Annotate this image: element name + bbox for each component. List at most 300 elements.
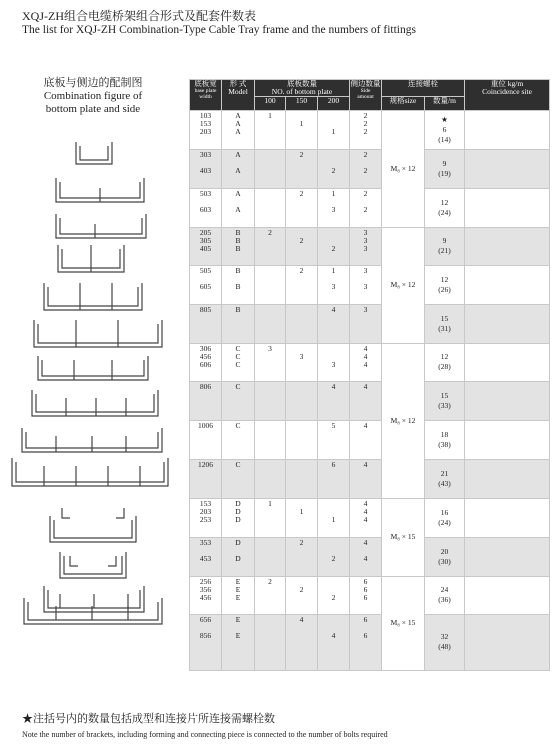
cell-model-value: E bbox=[235, 592, 241, 602]
cell-b200 bbox=[318, 110, 350, 149]
cell-b100 bbox=[255, 381, 286, 420]
cell-b150 bbox=[286, 149, 318, 188]
cell-b100-lines bbox=[255, 344, 285, 370]
cell-model-value: B bbox=[235, 235, 241, 245]
cell-side-value: 2 bbox=[363, 126, 368, 136]
cell-b150-value bbox=[286, 361, 317, 369]
cell-b100 bbox=[255, 265, 286, 304]
cell-bolt-size: M₈ × 15 bbox=[382, 498, 425, 576]
header-bolt: 连接螺栓 bbox=[382, 80, 465, 97]
cell-b100-value bbox=[255, 461, 285, 469]
cell-bolt-qty-value: (30) bbox=[438, 556, 451, 566]
cell-bolt-qty-value: 16 bbox=[440, 507, 449, 517]
cell-side-value: 3 bbox=[363, 243, 368, 253]
table-body bbox=[190, 110, 550, 670]
cell-b100-value: 1 bbox=[268, 110, 272, 120]
cell-model bbox=[222, 188, 255, 227]
cell-model-value: A bbox=[235, 149, 241, 159]
cell-width-value: 456 bbox=[199, 351, 212, 361]
cell-b100-lines bbox=[255, 421, 285, 431]
cell-width-value: 253 bbox=[199, 514, 212, 524]
cell-b150-value: 2 bbox=[299, 188, 304, 198]
cell-side-value: 4 bbox=[363, 537, 368, 547]
cell-b150 bbox=[286, 420, 318, 459]
cell-b200-lines bbox=[318, 266, 349, 292]
figure-e1 bbox=[44, 586, 144, 612]
cell-b150-value: 2 bbox=[299, 584, 304, 594]
figure-e2 bbox=[24, 598, 162, 624]
cell-b100-value bbox=[255, 206, 285, 214]
header-bolt-size: 规格size bbox=[382, 96, 425, 110]
cell-width-lines bbox=[190, 460, 221, 470]
cell-model-value: C bbox=[235, 351, 241, 361]
cell-width bbox=[190, 537, 222, 576]
header-bolt-qty: 数量/m bbox=[425, 96, 465, 110]
title-cn: XQJ-ZH组合电缆桥架组合形式及配套件数表 bbox=[22, 9, 256, 23]
cell-width-value: 856 bbox=[199, 630, 212, 640]
cell-model-value: A bbox=[235, 110, 241, 120]
cell-width bbox=[190, 227, 222, 265]
figure-caption-en-2: bottom plate and side bbox=[45, 103, 141, 115]
cell-weight bbox=[465, 420, 550, 459]
cell-b100-lines bbox=[255, 577, 285, 603]
cell-model-value: B bbox=[235, 243, 241, 253]
cell-width-lines bbox=[190, 344, 221, 370]
cell-side-value: 2 bbox=[363, 118, 368, 128]
cell-side bbox=[350, 420, 382, 459]
cell-b100-lines bbox=[255, 228, 285, 254]
cell-b150-value bbox=[286, 306, 317, 314]
cell-bolt-qty bbox=[425, 188, 465, 227]
cell-weight bbox=[465, 149, 550, 188]
cell-b100 bbox=[255, 343, 286, 381]
cell-bolt-qty bbox=[425, 381, 465, 420]
cell-b150-value: 3 bbox=[299, 351, 304, 361]
cell-bolt-qty-value: (48) bbox=[438, 642, 451, 652]
cell-weight bbox=[465, 537, 550, 576]
cell-b200-value: 2 bbox=[331, 592, 336, 602]
cell-model-value: B bbox=[235, 304, 241, 314]
cell-bolt-qty bbox=[425, 265, 465, 304]
cell-bolt-qty-value: (31) bbox=[438, 323, 451, 333]
cell-b200-lines bbox=[318, 577, 349, 603]
cell-b200-value: 5 bbox=[331, 420, 336, 430]
cell-weight bbox=[465, 188, 550, 227]
cell-width-value: 303 bbox=[199, 149, 212, 159]
cell-b200 bbox=[318, 576, 350, 614]
cell-side-lines bbox=[350, 266, 381, 292]
cell-width bbox=[190, 614, 222, 670]
table-row bbox=[190, 576, 550, 614]
cell-model-lines bbox=[222, 266, 254, 292]
cell-b150 bbox=[286, 576, 318, 614]
cell-model-value: D bbox=[235, 498, 241, 508]
cell-model-value: A bbox=[235, 165, 241, 175]
cell-b150-lines bbox=[286, 305, 317, 315]
cell-bolt-qty-value: 9 bbox=[442, 158, 447, 168]
cell-b150-lines bbox=[286, 538, 317, 564]
cell-bolt-qty-value: ★ bbox=[441, 114, 448, 124]
header-model-en: Model bbox=[228, 86, 248, 96]
cell-b200-value: 4 bbox=[331, 381, 336, 391]
cell-model-lines bbox=[222, 421, 254, 431]
cell-b150 bbox=[286, 381, 318, 420]
cell-b100-value bbox=[255, 167, 285, 175]
cell-b200 bbox=[318, 614, 350, 670]
header-model-cn: 形 式 bbox=[229, 79, 247, 88]
cell-b100-value bbox=[255, 128, 285, 136]
cell-weight bbox=[465, 265, 550, 304]
figure-a2 bbox=[56, 178, 144, 202]
cell-bolt-qty-value: 6 bbox=[442, 124, 447, 134]
cell-side-value: 6 bbox=[363, 576, 368, 586]
cell-width-value: 606 bbox=[199, 359, 212, 369]
cell-side-value: 2 bbox=[363, 204, 368, 214]
cell-bolt-qty-value: (24) bbox=[438, 207, 451, 217]
cell-side-value: 3 bbox=[363, 265, 368, 275]
title-en: The list for XQJ-ZH Combination-Type Cable Tray frame and the numbers of fittings bbox=[22, 24, 416, 36]
figure-d2 bbox=[60, 552, 126, 578]
cell-bolt-qty-value: 12 bbox=[440, 352, 449, 362]
cell-b150 bbox=[286, 459, 318, 498]
cell-b100-value: 2 bbox=[268, 227, 272, 237]
cell-side-value: 4 bbox=[363, 498, 368, 508]
cell-side bbox=[350, 498, 382, 537]
cell-b200 bbox=[318, 265, 350, 304]
cell-model-value: B bbox=[235, 281, 241, 291]
cell-bolt-qty-value: (24) bbox=[438, 517, 451, 527]
cell-side-value: 2 bbox=[363, 110, 368, 120]
cell-b100-value bbox=[255, 383, 285, 391]
cell-b200-value: 3 bbox=[331, 281, 336, 291]
figure-d1 bbox=[50, 508, 136, 542]
cell-b150-value bbox=[286, 167, 317, 175]
cell-bolt-qty-value: 15 bbox=[440, 390, 449, 400]
cell-weight bbox=[465, 576, 550, 614]
cell-width-value: 456 bbox=[199, 592, 212, 602]
table-row bbox=[190, 381, 550, 420]
header-width-en2: width bbox=[199, 93, 212, 100]
cell-model-value: C bbox=[235, 381, 241, 391]
cell-model-lines bbox=[222, 499, 254, 525]
cell-model bbox=[222, 498, 255, 537]
cell-model-value: C bbox=[235, 359, 241, 369]
header-width-en1: base plate bbox=[194, 87, 217, 94]
cell-b100-lines bbox=[255, 382, 285, 392]
cell-b150-lines bbox=[286, 266, 317, 292]
cell-b200 bbox=[318, 149, 350, 188]
cell-bolt-qty-value: (26) bbox=[438, 284, 451, 294]
figure-a1 bbox=[76, 142, 112, 164]
cell-width-value: 256 bbox=[199, 576, 212, 586]
cell-b200 bbox=[318, 188, 350, 227]
cell-weight bbox=[465, 381, 550, 420]
cell-b150-value bbox=[286, 516, 317, 524]
cell-bolt-qty-value: (14) bbox=[438, 134, 451, 144]
cell-side bbox=[350, 110, 382, 149]
cell-b100-lines bbox=[255, 460, 285, 470]
cell-b200 bbox=[318, 459, 350, 498]
cell-side-lines bbox=[350, 421, 381, 431]
cell-b100 bbox=[255, 459, 286, 498]
cell-width-value: 153 bbox=[199, 118, 212, 128]
cell-model-lines bbox=[222, 305, 254, 315]
cell-b150 bbox=[286, 304, 318, 343]
cell-b200-lines bbox=[318, 421, 349, 431]
cell-width bbox=[190, 459, 222, 498]
cell-model bbox=[222, 459, 255, 498]
cell-model-value: E bbox=[235, 630, 241, 640]
cell-b100-value bbox=[255, 245, 285, 253]
cell-b100 bbox=[255, 614, 286, 670]
cell-b150-value bbox=[286, 283, 317, 291]
cell-b100 bbox=[255, 304, 286, 343]
cell-b200-value: 1 bbox=[331, 265, 336, 275]
cell-width-value: 203 bbox=[199, 506, 212, 516]
header-bottom-en: NO. of bottom plate bbox=[271, 86, 333, 96]
cell-b200-lines bbox=[318, 344, 349, 370]
cell-model-value: D bbox=[235, 506, 241, 516]
cell-model-lines bbox=[222, 111, 254, 137]
cell-b200-value: 2 bbox=[331, 243, 336, 253]
cell-model bbox=[222, 149, 255, 188]
figure-caption-en-1: Combination figure of bbox=[43, 90, 143, 102]
cell-width-value: 1006 bbox=[198, 420, 213, 430]
cell-side-value: 6 bbox=[363, 630, 368, 640]
cell-b100-lines bbox=[255, 499, 285, 525]
cell-b150 bbox=[286, 188, 318, 227]
cell-model-value: B bbox=[235, 227, 241, 237]
cell-width-value: 503 bbox=[199, 188, 212, 198]
cell-b150-lines bbox=[286, 228, 317, 254]
cell-side-value: 2 bbox=[363, 165, 368, 175]
cell-b100-lines bbox=[255, 111, 285, 137]
cell-b100 bbox=[255, 188, 286, 227]
cell-b200-lines bbox=[318, 189, 349, 215]
table-row bbox=[190, 304, 550, 343]
cell-b200 bbox=[318, 381, 350, 420]
cell-model-value: B bbox=[235, 265, 241, 275]
cell-side-value: 4 bbox=[363, 351, 368, 361]
figure-caption-cn: 底板与侧边的配制图 bbox=[43, 77, 143, 89]
cell-model-value: D bbox=[235, 537, 241, 547]
cell-b150-lines bbox=[286, 460, 317, 470]
cell-width-value: 505 bbox=[199, 265, 212, 275]
cell-width bbox=[190, 343, 222, 381]
cell-model bbox=[222, 265, 255, 304]
cell-side-value: 6 bbox=[363, 584, 368, 594]
cell-side-lines bbox=[350, 577, 381, 603]
cell-model-lines bbox=[222, 228, 254, 254]
cell-b150 bbox=[286, 227, 318, 265]
figure-c1 bbox=[38, 356, 148, 380]
cell-width-value: 656 bbox=[199, 614, 212, 624]
cell-b100-lines bbox=[255, 150, 285, 176]
cell-bolt-qty-value: (28) bbox=[438, 362, 451, 372]
cell-b150-value bbox=[286, 632, 317, 640]
cell-b100 bbox=[255, 498, 286, 537]
cell-b200-value: 3 bbox=[331, 359, 336, 369]
cell-weight bbox=[465, 459, 550, 498]
cell-b200 bbox=[318, 498, 350, 537]
cell-bolt-size: M₈ × 12 bbox=[382, 343, 425, 498]
cell-model bbox=[222, 304, 255, 343]
cell-b150-lines bbox=[286, 111, 317, 137]
cell-b200-value: 4 bbox=[331, 304, 336, 314]
cell-width-value: 403 bbox=[199, 165, 212, 175]
cell-b150-value: 1 bbox=[299, 506, 304, 516]
cell-model bbox=[222, 614, 255, 670]
cell-b200-value: 1 bbox=[331, 188, 336, 198]
cell-bolt-qty bbox=[425, 537, 465, 576]
cell-side-lines bbox=[350, 228, 381, 254]
cell-side-lines bbox=[350, 538, 381, 564]
cell-bolt-qty bbox=[425, 576, 465, 614]
cell-model-value: A bbox=[235, 126, 241, 136]
cell-side-value: 4 bbox=[363, 381, 368, 391]
cell-b150-value bbox=[286, 383, 317, 391]
cell-bolt-qty-value: 20 bbox=[440, 546, 449, 556]
cell-bolt-qty-value: 21 bbox=[440, 468, 449, 478]
cell-bolt-qty-value: (36) bbox=[438, 595, 451, 605]
cell-width-lines bbox=[190, 382, 221, 392]
cell-side-lines bbox=[350, 344, 381, 370]
cell-b150 bbox=[286, 343, 318, 381]
cell-b200 bbox=[318, 537, 350, 576]
header-side-en1: Side bbox=[360, 87, 371, 94]
table-row bbox=[190, 265, 550, 304]
cell-b200-value: 1 bbox=[331, 126, 336, 136]
header-coincidence: Coincidence site bbox=[482, 86, 532, 96]
table-row bbox=[190, 614, 550, 670]
cell-b100-value: 3 bbox=[268, 343, 272, 353]
cell-weight bbox=[465, 304, 550, 343]
cell-side-lines bbox=[350, 111, 381, 137]
cell-b100 bbox=[255, 576, 286, 614]
cell-width-value: 153 bbox=[199, 498, 212, 508]
cell-b150-value: 2 bbox=[299, 265, 304, 275]
cell-width-value: 103 bbox=[199, 110, 212, 120]
cell-side-lines bbox=[350, 382, 381, 392]
header-bottom bbox=[255, 80, 350, 97]
cell-width-value: 603 bbox=[199, 204, 212, 214]
cell-side-value: 4 bbox=[363, 343, 368, 353]
cell-width-lines bbox=[190, 577, 221, 603]
cell-bolt-qty bbox=[425, 614, 465, 670]
cell-b150-value bbox=[286, 594, 317, 602]
cell-b150 bbox=[286, 110, 318, 149]
table-row bbox=[190, 537, 550, 576]
table-row bbox=[190, 420, 550, 459]
cell-bolt-size: M₈ × 15 bbox=[382, 576, 425, 670]
cell-bolt-qty-value: 12 bbox=[440, 197, 449, 207]
cell-b150-value bbox=[286, 461, 317, 469]
cell-b100-value bbox=[255, 422, 285, 430]
cell-weight bbox=[465, 110, 550, 149]
header-weight bbox=[465, 80, 550, 111]
cell-b200-lines bbox=[318, 615, 349, 641]
cell-b150-value: 2 bbox=[299, 235, 304, 245]
cell-width bbox=[190, 265, 222, 304]
header-side bbox=[350, 80, 382, 111]
cell-b100 bbox=[255, 420, 286, 459]
cell-b100-value bbox=[255, 555, 285, 563]
cell-width-value: 605 bbox=[199, 281, 212, 291]
cell-model bbox=[222, 227, 255, 265]
cell-b150-value bbox=[286, 128, 317, 136]
cell-width-value: 305 bbox=[199, 235, 212, 245]
cell-width bbox=[190, 188, 222, 227]
cell-bolt-qty bbox=[425, 149, 465, 188]
cell-b150-lines bbox=[286, 421, 317, 431]
cell-side bbox=[350, 537, 382, 576]
cell-width-value: 405 bbox=[199, 243, 212, 253]
cell-bolt-qty-value: (43) bbox=[438, 478, 451, 488]
cell-b100-value: 1 bbox=[268, 498, 272, 508]
table-row bbox=[190, 227, 550, 265]
header-model bbox=[222, 80, 255, 111]
cell-bolt-qty-value: 18 bbox=[440, 429, 449, 439]
cell-b150-lines bbox=[286, 615, 317, 641]
cell-model-lines bbox=[222, 189, 254, 215]
cell-b100-lines bbox=[255, 538, 285, 564]
cell-width-lines bbox=[190, 266, 221, 292]
cell-width-value: 203 bbox=[199, 126, 212, 136]
cell-b150 bbox=[286, 537, 318, 576]
cell-b150-lines bbox=[286, 382, 317, 392]
cell-b150-value: 2 bbox=[299, 149, 304, 159]
cell-b100 bbox=[255, 227, 286, 265]
cell-b150-value: 1 bbox=[299, 118, 304, 128]
cell-bolt-qty-value: (19) bbox=[438, 168, 451, 178]
cell-b150 bbox=[286, 614, 318, 670]
cell-width bbox=[190, 420, 222, 459]
cell-b100-lines bbox=[255, 266, 285, 292]
cell-model-value: A bbox=[235, 188, 241, 198]
cell-bolt-qty bbox=[425, 110, 465, 149]
table-row bbox=[190, 498, 550, 537]
cell-width bbox=[190, 498, 222, 537]
cell-b150-lines bbox=[286, 344, 317, 370]
cell-model-value: E bbox=[235, 576, 241, 586]
cell-b150 bbox=[286, 498, 318, 537]
cell-width-value: 205 bbox=[199, 227, 212, 237]
cell-b100 bbox=[255, 149, 286, 188]
cell-b100-value: 2 bbox=[268, 576, 272, 586]
cell-width bbox=[190, 381, 222, 420]
cell-width-lines bbox=[190, 189, 221, 215]
cell-width bbox=[190, 576, 222, 614]
cell-model-value: D bbox=[235, 514, 241, 524]
cell-model-value: A bbox=[235, 204, 241, 214]
cell-model-value: E bbox=[235, 584, 241, 594]
cell-model-value: E bbox=[235, 614, 241, 624]
cell-side-value: 3 bbox=[363, 227, 368, 237]
figure-b2 bbox=[44, 283, 142, 310]
cell-width-value: 356 bbox=[199, 584, 212, 594]
cell-bolt-qty-value: (21) bbox=[438, 246, 451, 256]
cell-b200-value: 3 bbox=[331, 204, 336, 214]
cell-b200-lines bbox=[318, 111, 349, 137]
cell-side bbox=[350, 265, 382, 304]
header-b100: 100 bbox=[255, 96, 286, 110]
cell-side-lines bbox=[350, 615, 381, 641]
cell-model bbox=[222, 343, 255, 381]
header-width-cn: 底板宽 bbox=[194, 79, 217, 88]
cell-b200-lines bbox=[318, 305, 349, 315]
cell-b200-value: 2 bbox=[331, 553, 336, 563]
cell-bolt-qty-value: 24 bbox=[440, 585, 449, 595]
